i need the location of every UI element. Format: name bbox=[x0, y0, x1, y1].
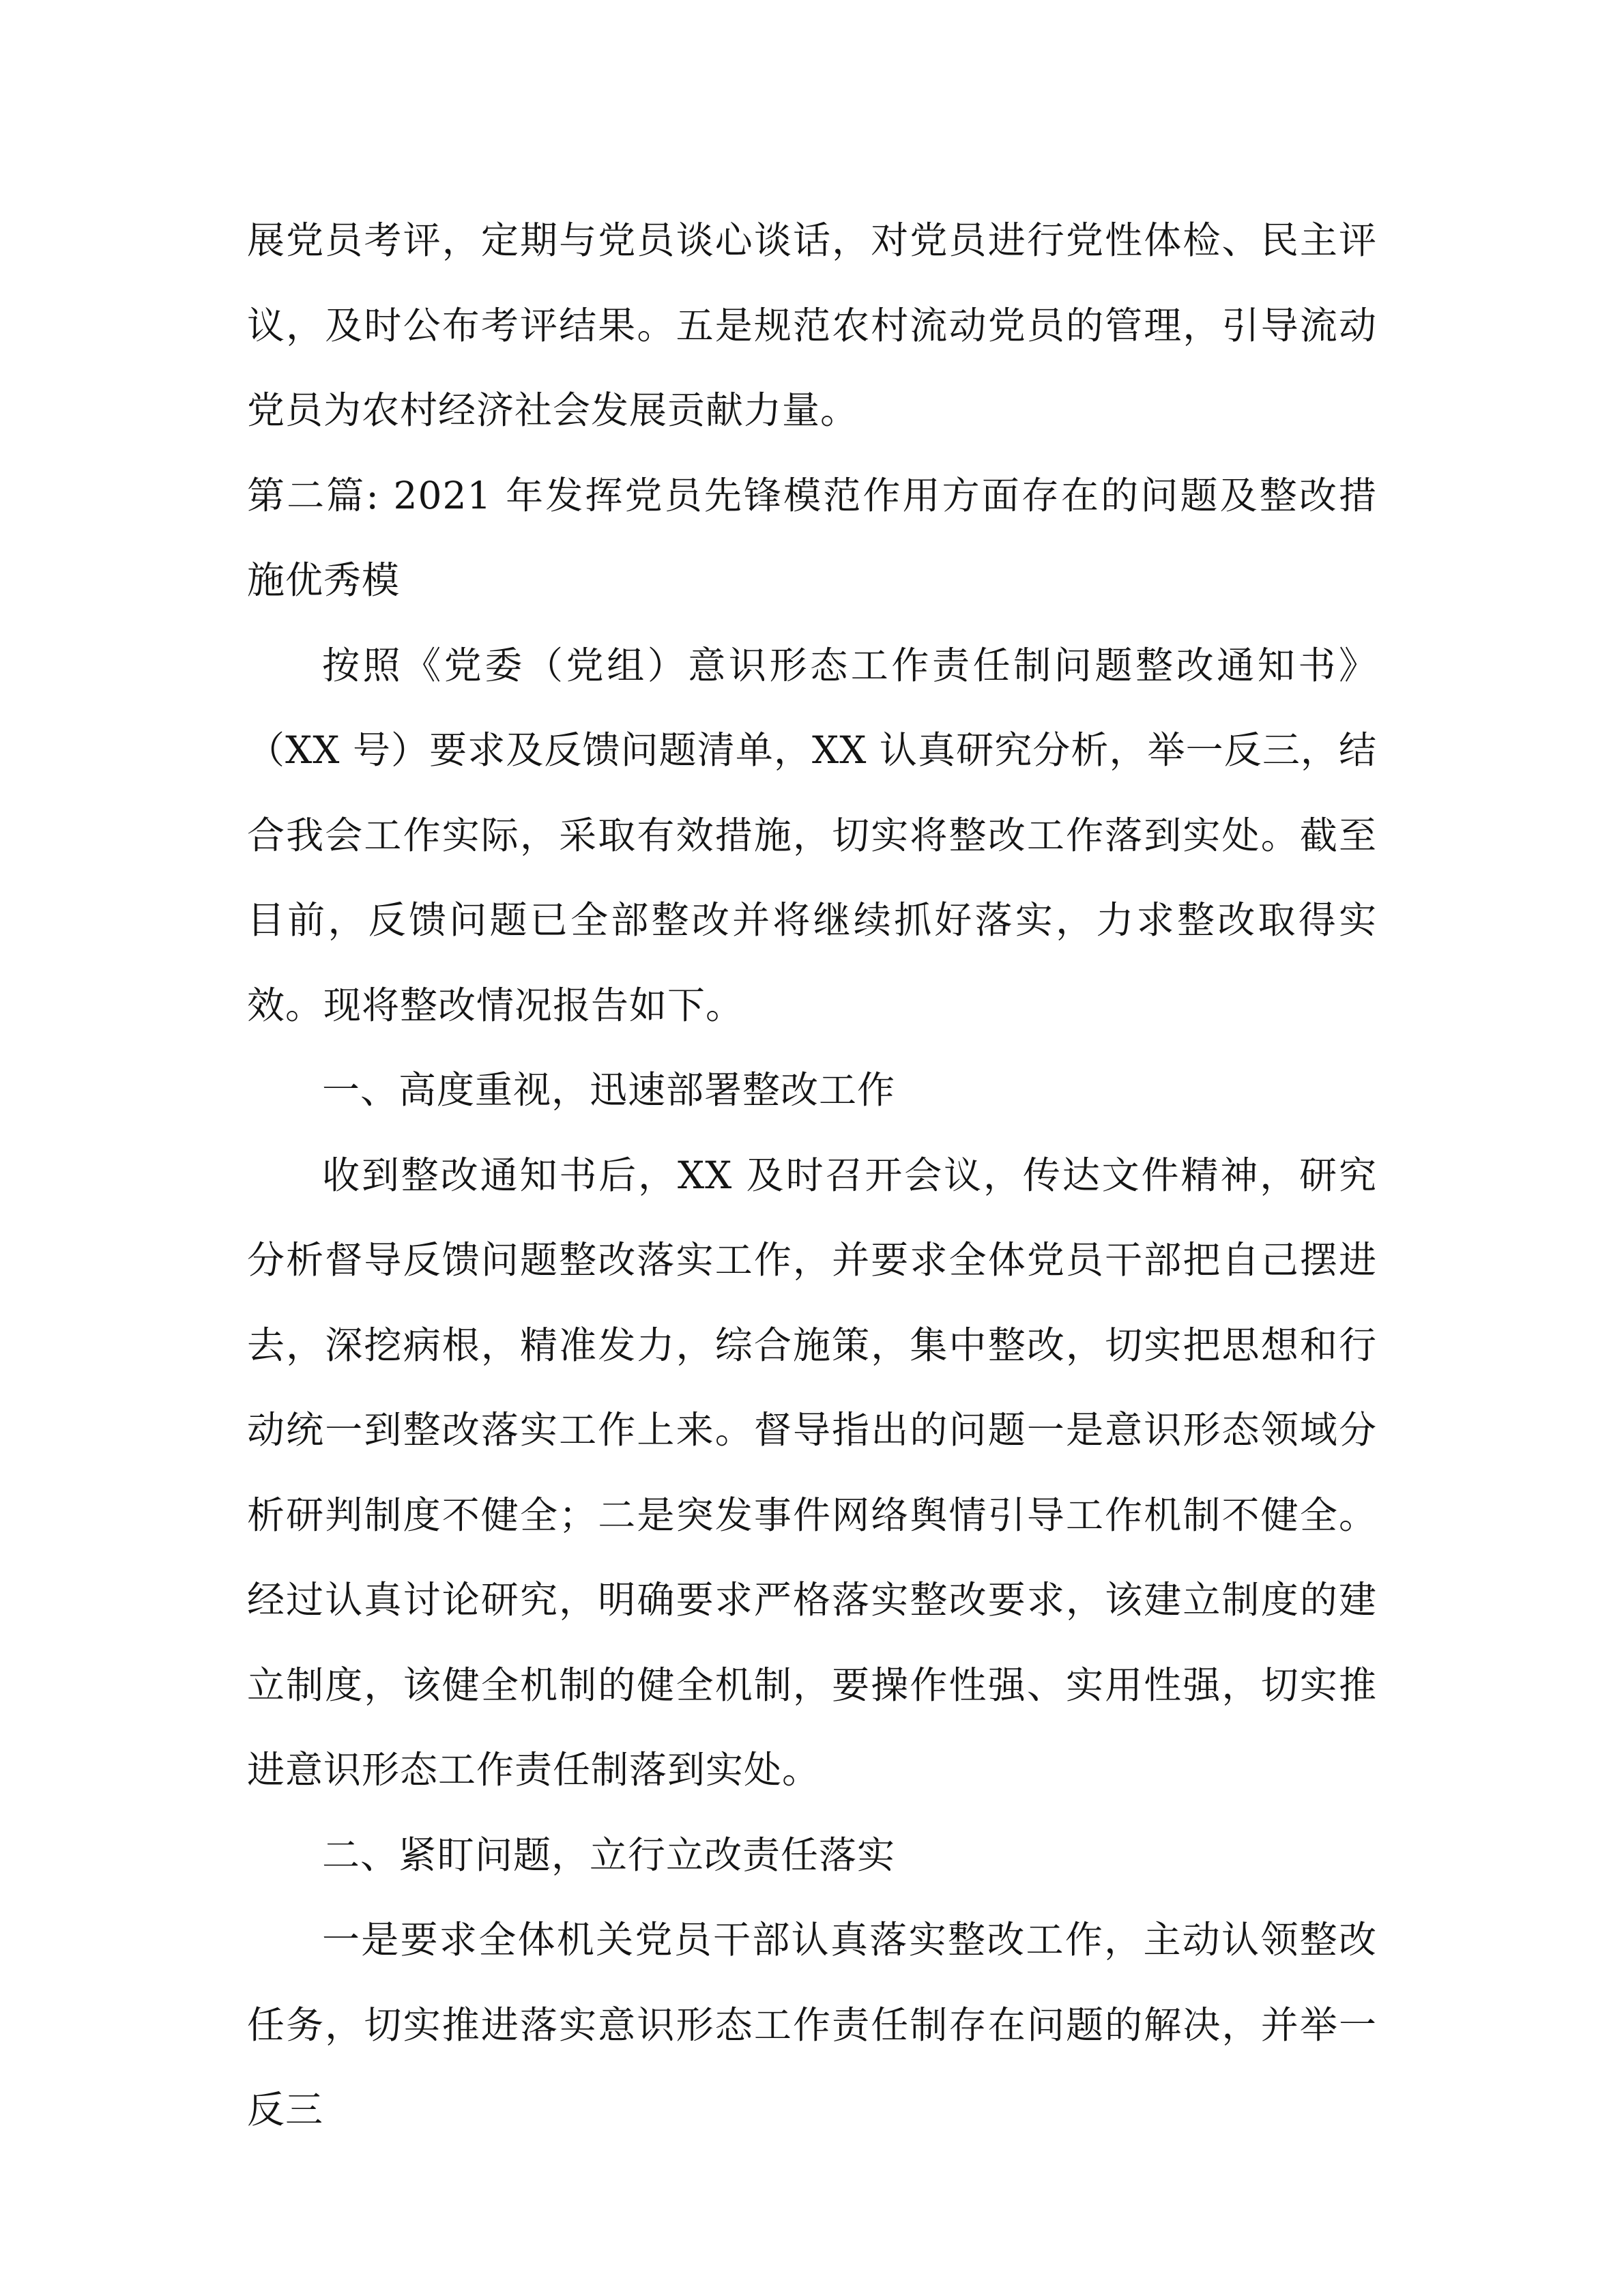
paragraph-intro: 按照《党委（党组）意识形态工作责任制问题整改通知书》（XX 号）要求及反馈问题清单，XX 认真研究分析，举一反三，结合我会工作实际，采取有效措施，切实将整改工作落到实处。截至目前，反馈问题已全部整改并将继续抓好落实，力求整改取得实效。现将整改情况报告如下。 bbox=[247, 643, 1377, 1027]
paragraph-section-two: 一是要求全体机关党员干部认真落实整改工作，主动认领整改任务，切实推进落实意识形态工作责任制存在问题的解决，并举一反三 bbox=[247, 1918, 1377, 2132]
paragraph-section-one: 收到整改通知书后，XX 及时召开会议，传达文件精神，研究分析督导反馈问题整改落实工作，并要求全体党员干部把自己摆进去，深挖病根，精准发力，综合施策，集中整改，切实把思想和行动统一到整改落实工作上来。督导指出的问题一是意识形态领域分析研判制度不健全；二是突发事件网络舆情引导工作机制不健全。经过认真讨论研究，明确要求严格落实整改要求，该建立制度的建立制度，该健全机制的健全机制，要操作性强、实用性强，切实推进意识形态工作责任制落到实处。 bbox=[247, 1153, 1377, 1792]
paragraph-continuation: 展党员考评，定期与党员谈心谈话，对党员进行党性体检、民主评议，及时公布考评结果。五是规范农村流动党员的管理，引导流动党员为农村经济社会发展贡献力量。 bbox=[247, 218, 1377, 432]
section-title: 第二篇: 2021 年发挥党员先锋模范作用方面存在的问题及整改措施优秀模 bbox=[247, 473, 1377, 602]
heading-one: 一、高度重视，迅速部署整改工作 bbox=[322, 1068, 896, 1112]
heading-two: 二、紧盯问题，立行立改责任落实 bbox=[322, 1833, 896, 1877]
document-page bbox=[247, 198, 1377, 2153]
